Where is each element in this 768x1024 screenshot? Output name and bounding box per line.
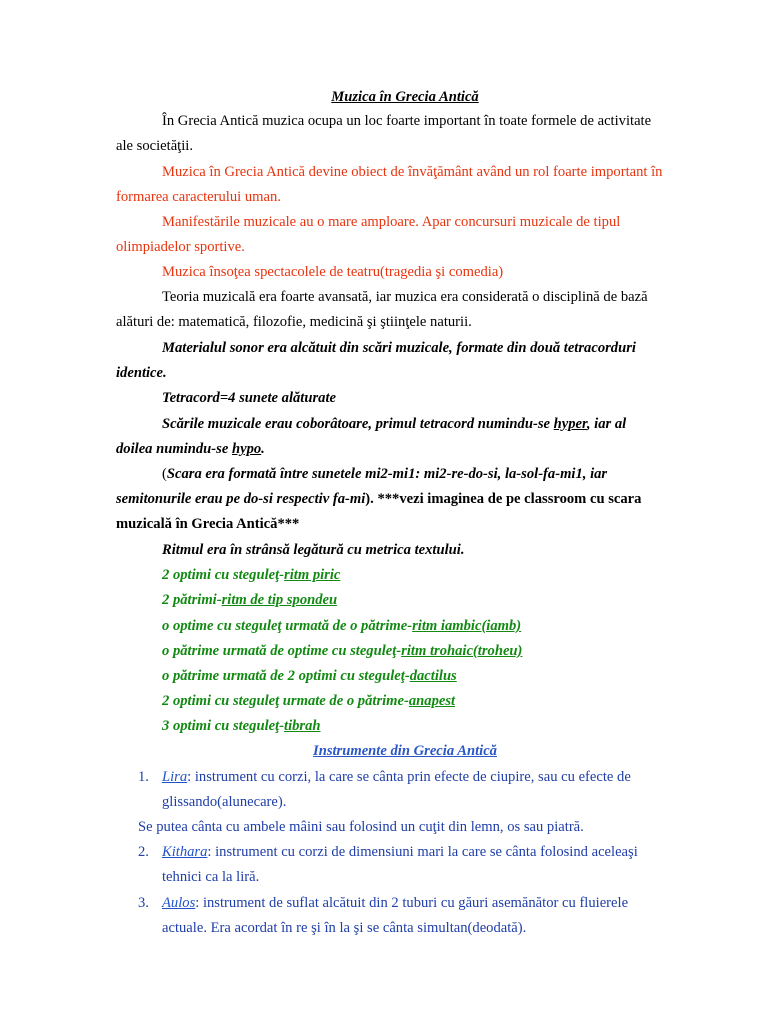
instrument-item-aulos — [138, 894, 149, 912]
p8-text-d: . — [261, 441, 265, 457]
paragraph-10: Ritmul era în strânsă legătură cu metrica textului. — [162, 542, 465, 558]
list-number: 1. — [138, 769, 149, 785]
instrument-aulos-line-1 — [162, 894, 628, 912]
rhythm-item — [162, 692, 455, 710]
paragraph-4: Muzica însoţea spectacolele de teatru(tragedia şi comedia) — [162, 264, 504, 280]
p8-text-a: Scările muzicale erau coborâtoare, primul tetracord numindu-se — [162, 416, 554, 432]
hyper-term: hyper — [553, 416, 587, 432]
instrument-name-link[interactable]: Kithara — [162, 844, 208, 860]
paragraph-2-line-2: formarea caracterului uman. — [116, 189, 281, 205]
rhythm-description: 2 optimi cu steguleţ- — [162, 567, 285, 583]
rhythm-term: ritm trohaic(troheu) — [401, 643, 523, 659]
paragraph-3-line-2: olimpiadelor sportive. — [116, 239, 245, 255]
page-title: Muzica în Grecia Antică — [331, 89, 479, 105]
instrument-lira-line-2: glissando(alunecare). — [162, 794, 287, 810]
paragraph-9-line-2 — [116, 490, 641, 508]
paragraph-5-line-1: Teoria muzicală era foarte avansată, iar muzica era considerată o disciplină de bază — [162, 289, 648, 305]
rhythm-description: 2 optimi cu steguleţ urmate de o pătrime- — [162, 693, 409, 709]
instrument-name-link[interactable]: Aulos — [162, 895, 196, 911]
rhythm-description: 2 pătrimi- — [162, 592, 222, 608]
paragraph-2-line-1: Muzica în Grecia Antică devine obiect de învăţământ având un rol foarte important în — [162, 164, 663, 180]
rhythm-term: dactilus — [409, 668, 457, 684]
p9-text-c: semitonurile erau pe do-si respectiv fa-mi — [116, 491, 366, 507]
p9-text-a: Scara era formată între sunetele mi2-mi1 — [166, 466, 416, 482]
paragraph-3-line-1: Manifestările muzicale au o mare amploare. Apar concursuri muzicale de tipul — [162, 214, 621, 230]
instrument-name-link[interactable]: Lira — [162, 769, 188, 785]
p8-text-c: doilea numindu-se — [116, 441, 232, 457]
instrument-description: : instrument de suflat alcătuit din 2 tuburi cu găuri asemănător cu fluierele — [195, 895, 629, 911]
hypo-term: hypo — [231, 441, 262, 457]
paragraph-6-line-1: Materialul sonor era alcătuit din scări muzicale, formate din două tetracorduri — [162, 340, 636, 356]
section-2-title: Instrumente din Grecia Antică — [313, 743, 497, 759]
instrument-lira-line-1 — [162, 768, 631, 786]
rhythm-item — [162, 667, 457, 685]
instrument-item-lira — [138, 768, 149, 786]
paragraph-1-line-1: În Grecia Antică muzica ocupa un loc foarte important în toate formele de activitate — [162, 113, 652, 129]
paragraph-6-line-2: identice. — [116, 365, 167, 381]
list-number: 3. — [138, 895, 149, 911]
rhythm-description: 3 optimi cu steguleţ- — [162, 718, 285, 734]
instrument-kithara-line-2: tehnici ca la liră. — [162, 869, 260, 885]
instrument-description: : instrument cu corzi de dimensiuni mari la care se cânta folosind aceleaşi — [207, 844, 638, 860]
rhythm-item — [162, 642, 522, 660]
rhythm-item — [162, 566, 340, 584]
paragraph-8-line-1 — [162, 415, 626, 433]
instrument-item-kithara — [138, 843, 149, 861]
rhythm-item — [162, 617, 521, 635]
rhythm-term: anapest — [408, 693, 456, 709]
rhythm-item — [162, 717, 321, 735]
paragraph-5-line-2: alături de: matematică, filozofie, medicină şi ştiinţele naturii. — [116, 314, 472, 330]
instrument-kithara-line-1 — [162, 843, 638, 861]
instrument-aulos-line-2: actuale. Era acordat în re şi în la şi se cânta simultan(deodată). — [162, 920, 527, 936]
paragraph-8-line-2 — [116, 440, 265, 458]
rhythm-description: o pătrime urmată de 2 optimi cu steguleţ- — [162, 668, 410, 684]
rhythm-term: ritm de tip spondeu — [221, 592, 338, 608]
paragraph-7: Tetracord=4 sunete alăturate — [162, 390, 336, 406]
lira-note: Se putea cânta cu ambele mâini sau folosind un cuţit din lemn, os sau piatră. — [138, 819, 584, 835]
rhythm-description: o pătrime urmată de optime cu steguleţ- — [162, 643, 402, 659]
rhythm-term: ritm iambic(iamb) — [412, 618, 522, 634]
rhythm-term: tibrah — [284, 718, 321, 734]
rhythm-description: o optime cu steguleţ urmată de o pătrime- — [162, 618, 413, 634]
rhythm-term: ritm piric — [284, 567, 341, 583]
rhythm-item — [162, 591, 337, 609]
paragraph-9-line-1 — [162, 465, 607, 483]
p9-text-b: : mi2-re-do-si, la-sol-fa-mi1, iar — [415, 466, 608, 482]
instrument-description: : instrument cu corzi, la care se cânta prin efecte de ciupire, sau cu efecte de — [187, 769, 631, 785]
p8-text-b: , iar al — [586, 416, 627, 432]
paragraph-9-line-3: muzicală în Grecia Antică*** — [116, 516, 300, 532]
p9-open-paren: ( — [162, 466, 167, 482]
p9-text-d: ). ***vezi imaginea de pe classroom cu scara — [365, 491, 642, 507]
paragraph-1-line-2: ale societăţii. — [116, 138, 193, 154]
list-number: 2. — [138, 844, 149, 860]
